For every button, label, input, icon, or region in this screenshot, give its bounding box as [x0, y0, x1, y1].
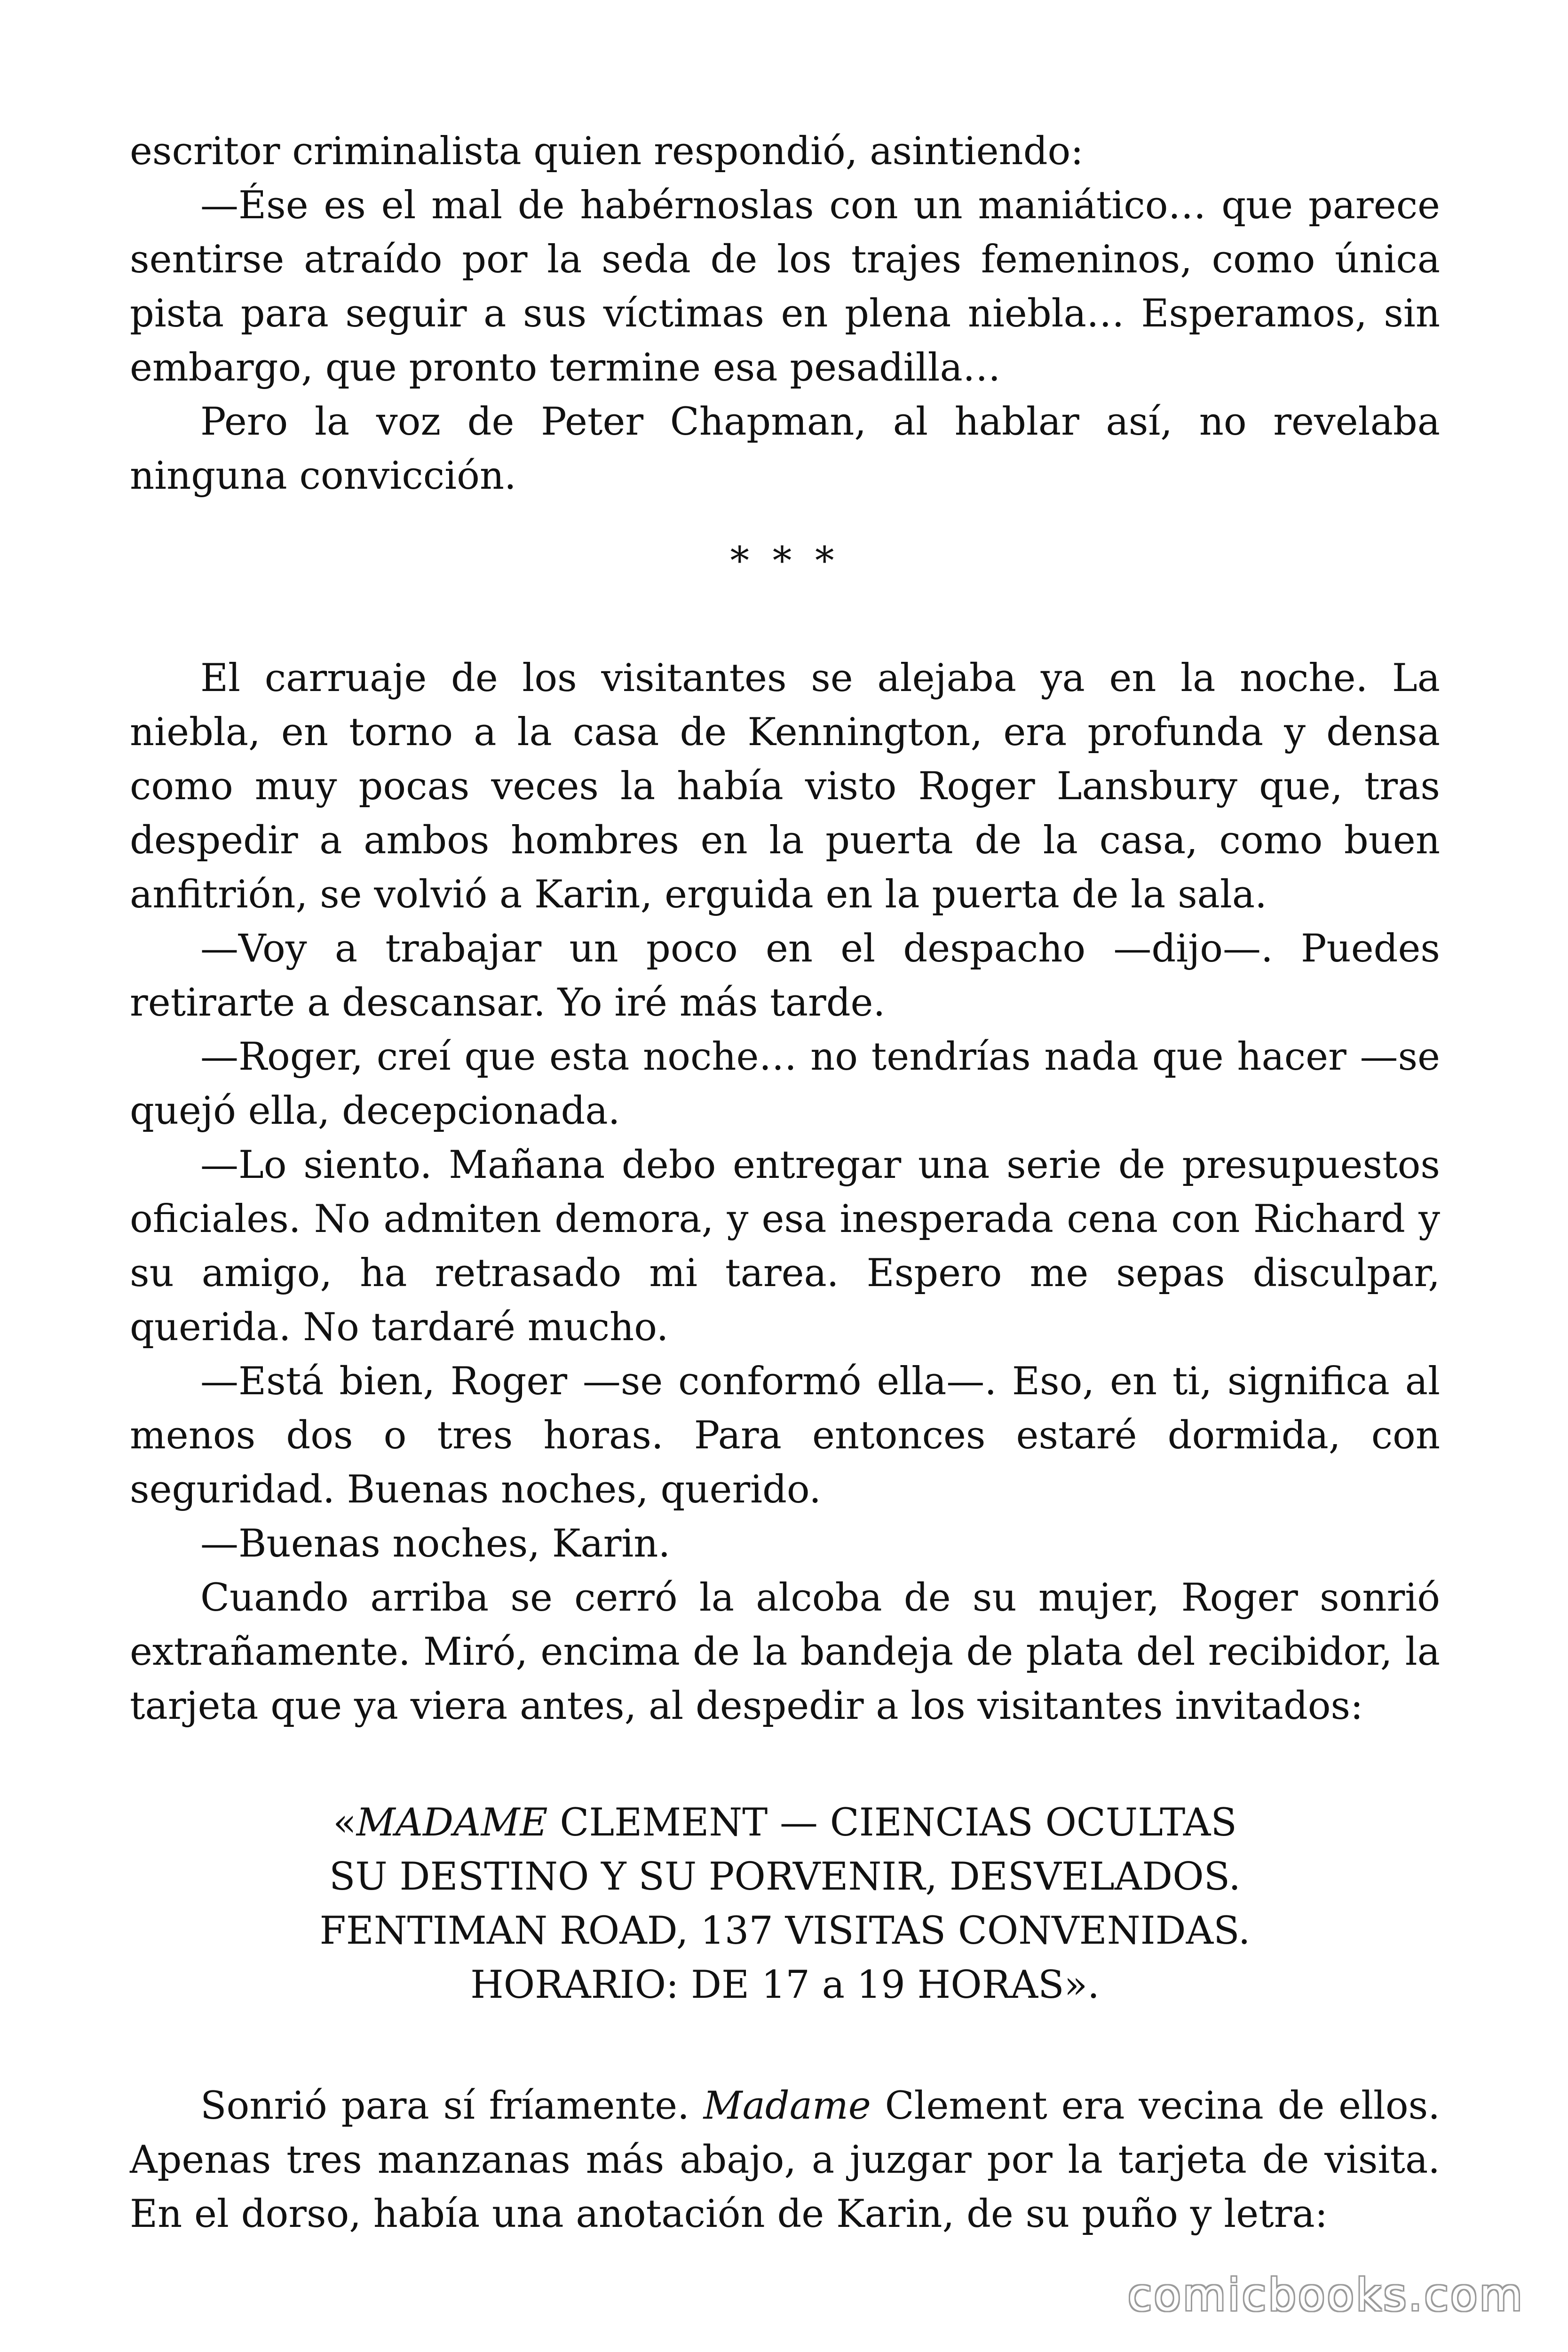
business-card-text	[130, 1796, 1440, 2012]
card-line-3: FENTIMAN ROAD, 137 VISITAS CONVENIDAS.	[319, 1909, 1251, 1953]
paragraph: escritor criminalista quien respondió, asintiendo:	[130, 129, 1084, 174]
paragraph: —Está bien, Roger —se conformó ella—. Eso, en ti, significa al menos dos o tres horas. Para entonces estaré dormida, con seguridad. Buenas noches, querido.	[130, 1359, 1440, 1512]
final-paragraph: Sonrió para sí fríamente. Madame Clement era vecina de ellos. Apenas tres manzanas más abajo, a juzgar por la tarjeta de visita. En el dorso, había una anotación de Karin, de su puño y letra:	[130, 2084, 1440, 2236]
card-line-1: «MADAME CLEMENT — CIENCIAS OCULTAS	[333, 1801, 1237, 1845]
paragraphs-top	[130, 125, 1440, 503]
paragraph: —Roger, creí que esta noche… no tendrías nada que hacer —se quejó ella, decepcionada.	[130, 1035, 1440, 1133]
paragraph: Cuando arriba se cerró la alcoba de su mujer, Roger sonrió extrañamente. Miró, encima de la bandeja de plata del recibidor, la tarjeta que ya viera antes, al despedir a los visitantes invitados:	[130, 1576, 1440, 1728]
section-break: * * *	[730, 539, 840, 583]
paragraph: —Buenas noches, Karin.	[200, 1522, 671, 1566]
card-line-4: HORARIO: DE 17 a 19 HORAS».	[470, 1963, 1100, 2007]
paragraph: Pero la voz de Peter Chapman, al hablar así, no revelaba ninguna convicción.	[130, 400, 1440, 498]
card-line-2: SU DESTINO Y SU PORVENIR, DESVELADOS.	[329, 1855, 1241, 1899]
paragraph: —Voy a trabajar un poco en el despacho —dijo—. Puedes retirarte a descansar. Yo iré más tarde.	[130, 927, 1440, 1025]
book-page	[130, 125, 1440, 2241]
paragraphs-middle	[130, 652, 1440, 1733]
paragraph: —Ése es el mal de habérnoslas con un maniático… que parece sentirse atraído por la seda de los trajes femeninos, como única pista para seguir a sus víctimas en plena niebla… Esperamos, sin embargo, que pronto termine esa pesadilla…	[130, 183, 1440, 390]
watermark-logo: comicbooks.com	[1127, 2270, 1524, 2321]
paragraph: El carruaje de los visitantes se alejaba ya en la noche. La niebla, en torno a la casa de Kennington, era profunda y densa como muy pocas veces la había visto Roger Lansbury que, tras despedir a ambos hombres en la puerta de la casa, como buen anfitrión, se volvió a Karin, erguida en la puerta de la sala.	[130, 656, 1440, 917]
paragraph: —Lo siento. Mañana debo entregar una serie de presupuestos oficiales. No admiten demora, y esa inesperada cena con Richard y su amigo, ha retrasado mi tarea. Espero me sepas disculpar, querida. No tardaré mucho.	[130, 1143, 1440, 1350]
